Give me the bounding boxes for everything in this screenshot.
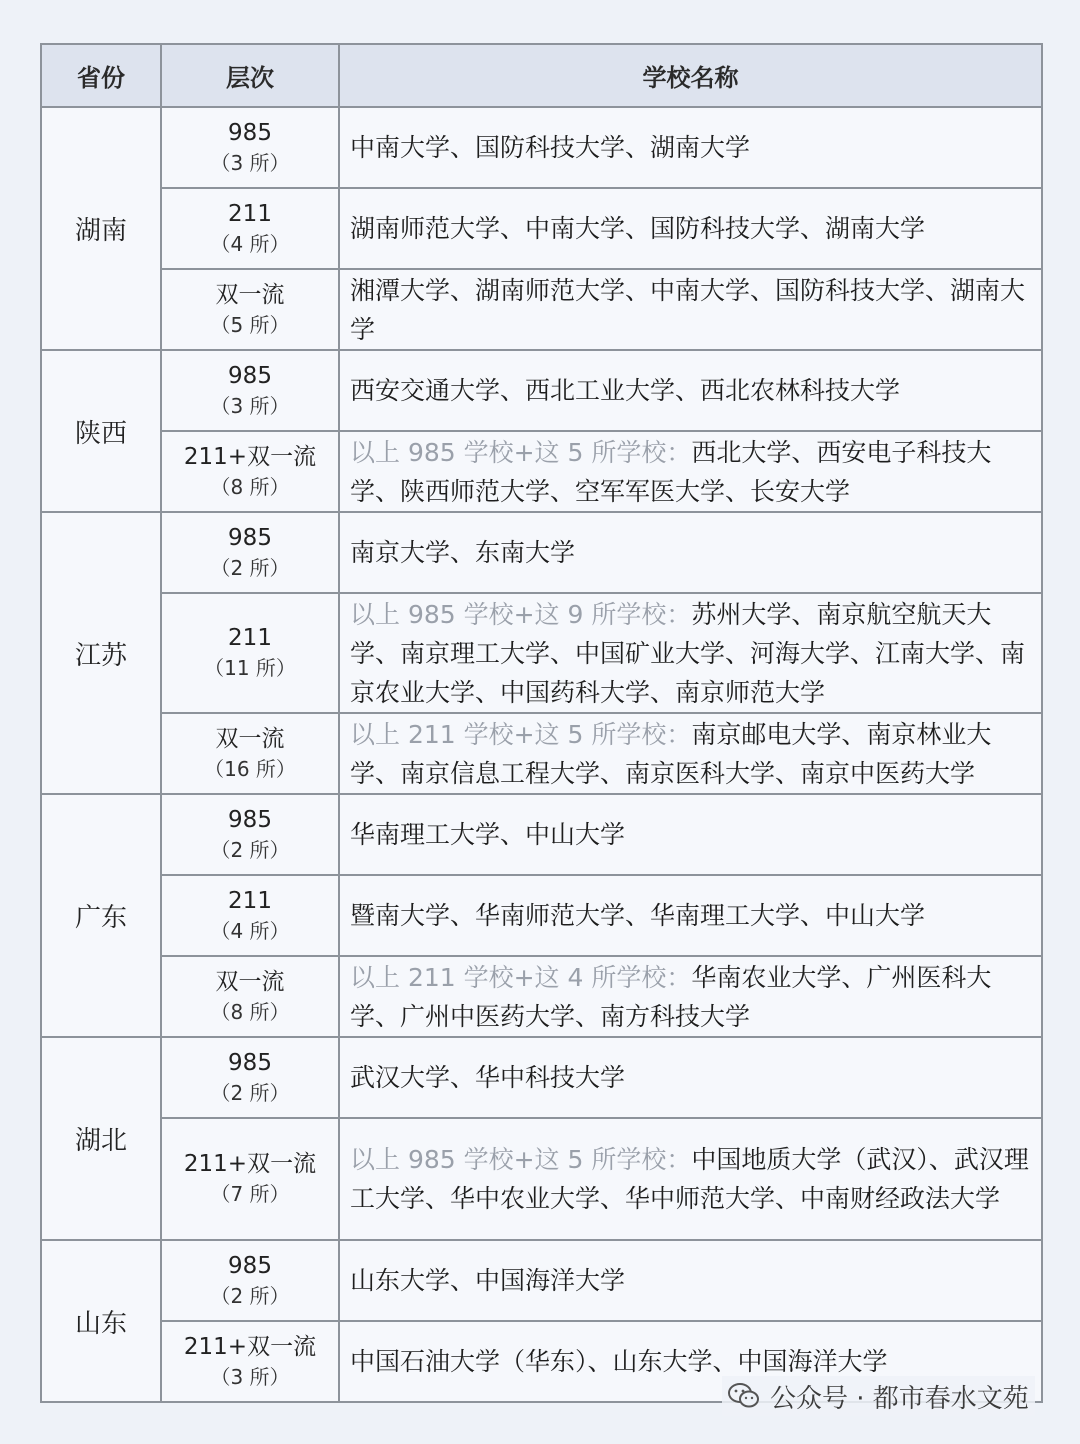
schools-cell <box>339 1037 1042 1118</box>
inherit-note: 以上 211 学校+这 4 所学校： <box>350 962 692 992</box>
school-names: 南京邮电大学、南京林业大学、南京信息工程大学、南京医科大学、南京中医药大学 <box>350 719 992 788</box>
province-cell: 山东 <box>41 1240 161 1402</box>
level-cell <box>161 1321 339 1402</box>
school-names: 中国石油大学（华东）、山东大学、中国海洋大学 <box>350 1347 888 1376</box>
table-row <box>41 794 1042 875</box>
inherit-note: 以上 985 学校+这 5 所学校： <box>350 437 692 467</box>
table-row <box>41 593 1042 713</box>
header-province: 省份 <box>41 44 161 107</box>
schools-cell <box>339 794 1042 875</box>
header-row <box>41 44 1042 107</box>
level-label: 211+双一流 <box>183 1333 317 1360</box>
school-count: （3 所） <box>210 1364 290 1389</box>
schools-cell <box>339 1240 1042 1321</box>
level-cell <box>161 107 339 188</box>
level-label: 985 <box>228 806 272 833</box>
schools-cell <box>339 875 1042 956</box>
level-label: 985 <box>228 1049 272 1076</box>
level-label: 双一流 <box>215 968 285 995</box>
level-cell <box>161 1118 339 1240</box>
schools-cell <box>339 593 1042 713</box>
level-label: 211 <box>228 200 272 227</box>
level-label: 双一流 <box>215 281 285 308</box>
school-names: 西安交通大学、西北工业大学、西北农林科技大学 <box>350 376 901 405</box>
inherit-note: 以上 985 学校+这 5 所学校： <box>350 1145 692 1174</box>
school-count: （2 所） <box>210 555 290 580</box>
table-row <box>41 350 1042 431</box>
school-count: （16 所） <box>204 756 296 781</box>
school-count: （2 所） <box>210 1283 290 1308</box>
level-label: 211 <box>228 625 272 651</box>
schools-cell <box>339 713 1042 794</box>
level-cell <box>161 593 339 713</box>
level-cell <box>161 713 339 794</box>
schools-cell <box>339 188 1042 269</box>
level-label: 985 <box>228 362 272 389</box>
table-row <box>41 512 1042 593</box>
school-count: （2 所） <box>210 1080 290 1105</box>
school-count: （2 所） <box>210 837 290 862</box>
school-count: （8 所） <box>210 999 290 1024</box>
level-label: 985 <box>228 524 272 551</box>
schools-cell <box>339 107 1042 188</box>
table-row <box>41 875 1042 956</box>
school-names: 中南大学、国防科技大学、湖南大学 <box>350 133 751 162</box>
province-cell: 陕西 <box>41 350 161 512</box>
school-count: （4 所） <box>210 231 290 256</box>
schools-cell <box>339 431 1042 512</box>
school-count: （3 所） <box>210 393 290 418</box>
level-cell <box>161 875 339 956</box>
school-count: （5 所） <box>210 312 290 337</box>
wechat-icon <box>728 1382 760 1410</box>
level-cell <box>161 1037 339 1118</box>
schools-cell <box>339 512 1042 593</box>
watermark <box>722 1376 1035 1416</box>
school-names: 山东大学、中国海洋大学 <box>350 1266 626 1295</box>
table-row <box>41 1037 1042 1118</box>
inherit-note: 以上 985 学校+这 9 所学校： <box>350 599 692 629</box>
schools-cell <box>339 1118 1042 1240</box>
school-names: 苏州大学、南京航空航天大学、南京理工大学、中国矿业大学、河海大学、江南大学、南京农业大学、中国药科大学、南京师范大学 <box>350 599 1026 707</box>
table-row <box>41 188 1042 269</box>
watermark-text: 公众号 · 都市春水文苑 <box>770 1383 1029 1414</box>
level-cell <box>161 350 339 431</box>
level-label: 双一流 <box>215 725 285 752</box>
inherit-note: 以上 211 学校+这 5 所学校： <box>350 719 692 749</box>
school-count: （7 所） <box>210 1182 290 1206</box>
school-count: （11 所） <box>204 656 296 680</box>
schools-cell <box>339 956 1042 1037</box>
header-level: 层次 <box>161 44 339 107</box>
school-count: （4 所） <box>210 918 290 943</box>
school-count: （3 所） <box>210 150 290 175</box>
level-label: 211+双一流 <box>183 443 317 470</box>
school-names: 湘潭大学、湖南师范大学、中南大学、国防科技大学、湖南大学 <box>350 275 1026 344</box>
school-names: 武汉大学、华中科技大学 <box>350 1063 626 1092</box>
table-row <box>41 1240 1042 1321</box>
header-schools: 学校名称 <box>339 44 1042 107</box>
school-names: 南京大学、东南大学 <box>350 538 576 567</box>
level-label: 211 <box>228 887 272 914</box>
schools-cell <box>339 350 1042 431</box>
table-row <box>41 431 1042 512</box>
school-names: 中国地质大学（武汉）、武汉理工大学、华中农业大学、华中师范大学、中南财经政法大学 <box>350 1145 1029 1213</box>
table-row <box>41 713 1042 794</box>
level-cell <box>161 431 339 512</box>
table-row <box>41 956 1042 1037</box>
province-cell: 广东 <box>41 794 161 1037</box>
level-cell <box>161 188 339 269</box>
table-row <box>41 107 1042 188</box>
school-names: 湖南师范大学、中南大学、国防科技大学、湖南大学 <box>350 214 926 243</box>
province-cell: 湖南 <box>41 107 161 350</box>
level-cell <box>161 956 339 1037</box>
province-cell: 江苏 <box>41 512 161 794</box>
level-cell <box>161 269 339 350</box>
school-names: 华南农业大学、广州医科大学、广州中医药大学、南方科技大学 <box>350 962 992 1031</box>
level-label: 211+双一流 <box>183 1151 317 1177</box>
level-cell <box>161 794 339 875</box>
universities-table <box>40 43 1043 1403</box>
level-label: 985 <box>228 1252 272 1279</box>
school-names: 华南理工大学、中山大学 <box>350 820 626 849</box>
province-cell: 湖北 <box>41 1037 161 1240</box>
schools-cell <box>339 269 1042 350</box>
level-cell <box>161 1240 339 1321</box>
level-cell <box>161 512 339 593</box>
level-label: 985 <box>228 119 272 146</box>
school-names: 暨南大学、华南师范大学、华南理工大学、中山大学 <box>350 901 926 930</box>
school-count: （8 所） <box>210 474 290 499</box>
table-row <box>41 269 1042 350</box>
table-body <box>41 107 1042 1402</box>
table-row <box>41 1118 1042 1240</box>
school-names: 西北大学、西安电子科技大学、陕西师范大学、空军军医大学、长安大学 <box>350 437 992 506</box>
